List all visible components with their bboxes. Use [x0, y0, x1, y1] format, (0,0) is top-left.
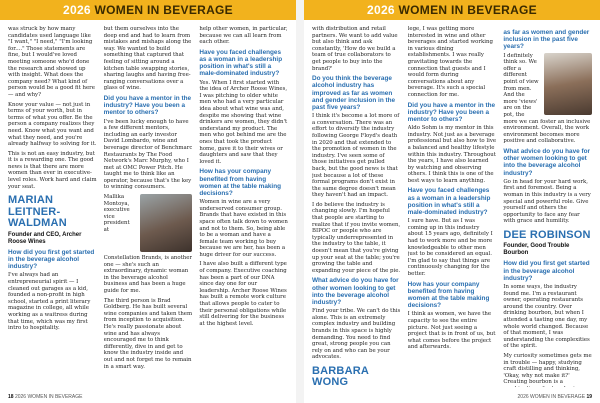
interview-question: How has your company benefited from having women at the table making decisions?: [199, 168, 282, 197]
interview-question: What advice do you have for other women looking to get into the beverage alcohol industry?: [312, 277, 399, 307]
article-paragraph: I think as women, we have the capacity to see the entire picture. Not just seeing a project that is in front of us, but what comes before the project and afterwards.: [407, 311, 496, 351]
profile-role: Founder, Good Trouble Bourbon: [503, 243, 570, 257]
article-paragraph: Mallika Montoya, executive vice president at Constellation Brands, is another one — she's such an extraordinary, dynamic woman in the beverage alcohol business and has been a huge guide for me.: [103, 194, 193, 295]
article-paragraph: My curiosity sometimes gets me in trouble — happy, studying craft distilling and thinking, 'Okay, why not make it?' Creating bourbon is a: [503, 352, 592, 386]
interview-question: as far as women and gender inclusion in the past five years?: [503, 29, 590, 51]
interview-question: What advice do you have for other women looking to get into the beverage alcohol industry?: [503, 147, 590, 177]
interview-question: How did you first get started in the beverage alcohol industry?: [503, 260, 590, 282]
article-paragraph: I do believe the industry is changing slowly. I'm hopeful that people are starting to realize that if you invite women, BIPOC or people who are typically underrepresented in the industry to the table, it doesn't mean that you're giving up your seat at the table; you're growing the table and expanding your piece of the pie.: [312, 201, 401, 274]
article-paragraph: I've always had an entrepreneurial spirit — I cleaned out garages as a kid, founded a non-profit in high school, started a print literary magazine in college, all while working as a waitress during that time, which was my first intro to hospitality.: [8, 272, 91, 332]
article-paragraph: This is not an easy industry, but it is a rewarding one. The good news is that there are more women than ever in executive-level roles. Work hard and claim your seat.: [8, 150, 97, 190]
interview-question: Did you have a mentor in the industry? Have you been a mentor to others?: [103, 94, 192, 117]
article-paragraph: In some ways, the industry found me. I'm a restaurant owner, operating restaurants around the country. Over drinking bourbon, but when I attended a tasting one day, my whole world changed. Because of that moment, I was understanding the complexities of the spirit.: [503, 284, 590, 350]
left-page-header: [0, 0, 296, 20]
left-column-3: [199, 26, 288, 387]
profile-name: DEE ROBINSON: [503, 228, 591, 241]
profile-photo: [544, 53, 592, 115]
article-paragraph: was struck by how many candidates used language like "I want," "I need," "I'm looking for...." Those statements are fine, but I would've loved meeting someone who'd done the research and showed up with insight. What does the company need? What kind of person would be a good fit here — and why?: [8, 26, 95, 98]
page-number: 18: [8, 394, 14, 400]
left-column-2: [104, 26, 193, 387]
interview-question: Have you faced challenges as a woman in a leadership position in what's still a male-dominated industry?: [407, 187, 491, 217]
page-number: 19: [586, 394, 592, 400]
right-column-2: [408, 26, 497, 387]
article-paragraph: I definitely think so. We offer a different point of view from men. And the more 'views' are on the pot, the more we can foster an inclusive environment. Overall, the work environment becomes more positive and collaborative.: [503, 52, 591, 145]
article-paragraph: I have also built a different type of company. Executive coaching has been a part of our DNA since day one for our leadership. Archer Roose Wines has built a remote work culture that allows people to cater to their personal obligations while still delivering for the business at the highest level.: [199, 261, 287, 327]
article-paragraph: The third person is Brad Goldberg. He has built several wine companies and taken them from inception to acquisition. He's really passionate about wine and has always encouraged me to think differently, dive in and get to know the industry inside and out and not forget me to remain in a smart way.: [103, 297, 193, 370]
right-column-3: [503, 26, 592, 387]
article-paragraph: help other women, in particular, because we can all learn from each other.: [199, 26, 288, 46]
article-paragraph: I sure have. But as I was coming up in this industry about 15 years ago, definitely I had to work more and be more knowledgeable to other men just to be considered an equal. I'm glad to say that things are continuously changing for the better.: [407, 218, 493, 278]
article-paragraph: Aldo Sohm is my mentor in this industry. Not just as a beverage professional but also how to live a balanced and healthy lifestyle within this industry. Throughout the years, I have also learned by watching and observing others. I think this is one of the best ways to learn anything.: [407, 125, 497, 184]
profile-name: BARBARA WONG: [312, 364, 369, 387]
right-header-title: 2026 WOMEN IN BEVERAGE: [367, 3, 537, 17]
right-page-header: [304, 0, 600, 20]
right-page: [304, 0, 600, 403]
right-page-footer: [518, 394, 592, 400]
profile-role: Founder and CEO, Archer Roose Wines: [8, 231, 82, 245]
article-paragraph: lege, I was getting more interested in wine and other beverages and started working in various dining establishments. I was really gravitating towards the connection that guests and I would form during conversations about any beverage. It's such a special connection for me.: [407, 26, 493, 98]
interview-question: Have you faced challenges as a woman in a leadership position in what's still a male-dominated industry?: [199, 48, 283, 78]
article-paragraph: Know your value — not just in terms of your worth, but in terms of what you offer. Be the person a company realizes they need. Know what you want and what they need, and you're already halfway to solving for it.: [8, 101, 97, 148]
left-column-1: [8, 26, 97, 387]
article-paragraph: I've been lucky enough to have a few different mentors, including an early investor David Lombardo, wine and beverage director of Benchmarc Restaurants by The Food Network's Marc Murphy, who I met at OMC Power Pitch. He taught me to think like an operator, because that's the key to winning consumers.: [103, 118, 193, 191]
article-paragraph: Find your tribe. We can't do this alone. This is an extremely complex industry and building brands in this space is highly demanding. You need to find great, strong people you can rely on and who can be your advocates.: [312, 308, 401, 361]
interview-question: Do you think the beverage alcohol industry has improved as far as women and gender inclusion in the past five years?: [312, 75, 396, 111]
profile-name: MARIAN LEITNER-WALDMAN: [8, 194, 67, 230]
article-paragraph: I think it's become a lot more of a conversation. There was an effort to diversify the industry following George Floyd's death in 2020 and that extended to the promotion of women in the industry. I've seen some of those initiatives get pulled back, but the good news is that just because a lot of these formal programs don't exist in the same degree doesn't mean they haven't had an impact.: [312, 113, 400, 199]
left-page-footer: [8, 394, 82, 400]
left-header-title: 2026 WOMEN IN BEVERAGE: [63, 3, 233, 17]
article-paragraph: Women in wine are a very underserved consumer group. Brands that have existed in this space often talk down to women and not to them. So, being able to be a woman and have a female team working to buy because we are her, has been a huge driver for our success.: [199, 199, 288, 258]
left-page: [0, 0, 296, 403]
article-paragraph: but them ourselves into the deep end and had to learn from mistakes and mishaps along the way. We wanted to build something that captured that feeling of sitting around a kitchen table swapping stories, sharing laughs and having free-ranging conversations over a glass of wine.: [103, 26, 192, 92]
right-page-columns: [312, 26, 592, 387]
profile-photo: [140, 194, 192, 252]
page-gutter: [296, 0, 304, 403]
article-paragraph: Yes. When I first started with the idea of Archer Roose Wines, I was pitching to older white men who had a very particular idea about what wine was and, despite me showing that wine drinkers are women, they didn't understand my product. The men who got behind me are the ones that took the product home, gave it to their wives or daughters and saw that they loved it.: [199, 79, 288, 165]
article-paragraph: Go in head for your hard work, first and foremost. Being a woman in this industry is a very special and powerful role. Give yourself and others the opportunity to face any fear with grace and humility.: [503, 178, 591, 225]
footer-title: 2026 WOMEN IN BEVERAGE: [517, 394, 586, 400]
right-column-1: [312, 26, 401, 387]
interview-question: How has your company benefited from having women at the table making decisions?: [407, 280, 490, 310]
interview-question: How did you first get started in the beverage alcohol industry?: [8, 248, 95, 271]
interview-question: Did you have a mentor in the industry? Have you been a mentor to others?: [407, 101, 496, 123]
article-paragraph: with distribution and retail partners. We want to add value but also think and ask constantly, 'How do we build a team of true collaborators to get people to buy into the brand?': [312, 26, 398, 72]
footer-title: 2026 WOMEN IN BEVERAGE: [14, 394, 83, 400]
left-page-columns: [8, 26, 288, 387]
